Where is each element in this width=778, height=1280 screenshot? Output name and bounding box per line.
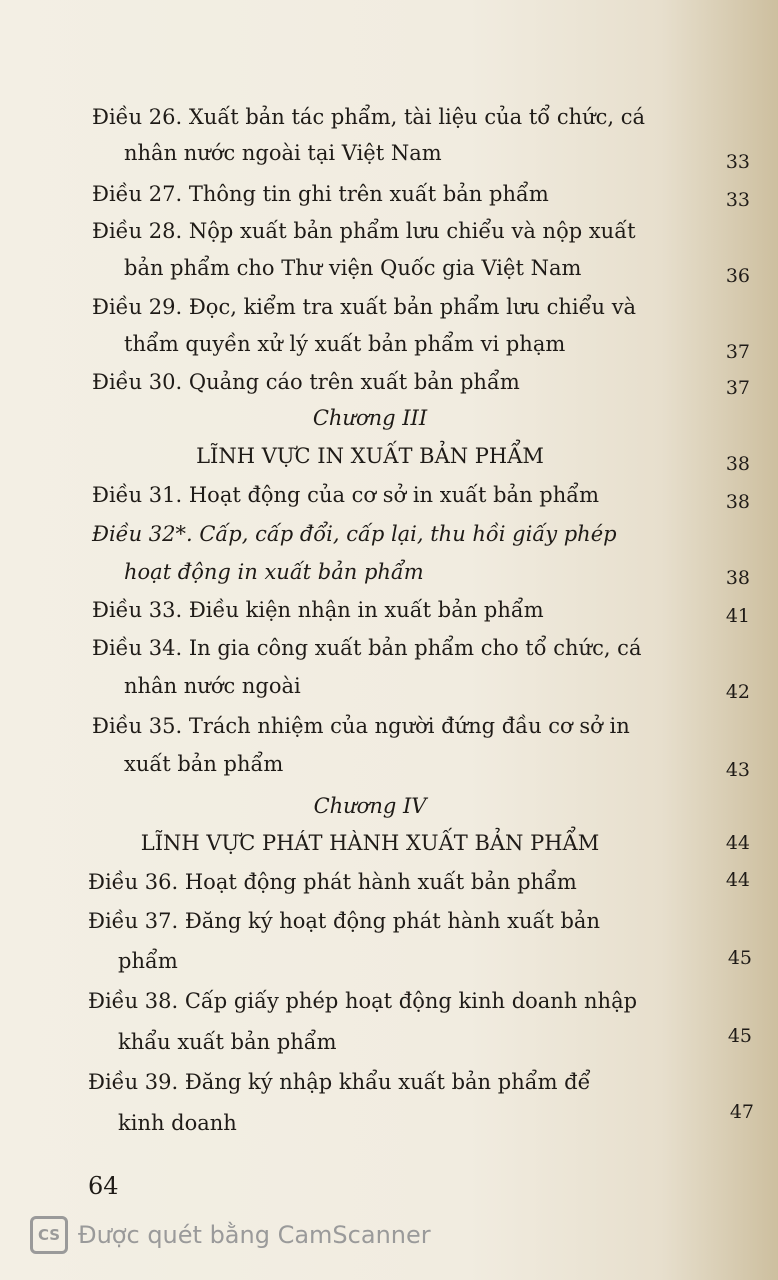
toc-entry-29-line2: thẩm quyền xử lý xuất bản phẩm vi phạm (124, 332, 566, 356)
camscanner-logo-icon: CS (30, 1216, 68, 1254)
toc-entry-29-page: 37 (725, 341, 750, 363)
toc-entry-32-page: 38 (725, 567, 750, 589)
toc-entry-26-line2: nhân nước ngoài tại Việt Nam (124, 141, 442, 165)
toc-entry-31-page: 38 (725, 491, 750, 513)
toc-entry-33-line1: Điều 33. Điều kiện nhận in xuất bản phẩm (92, 598, 544, 622)
toc-entry-35-line1: Điều 35. Trách nhiệm của người đứng đầu cơ sở in (92, 714, 630, 738)
toc-entry-28-line2: bản phẩm cho Thư viện Quốc gia Việt Nam (124, 256, 582, 280)
toc-entry-35-line2: xuất bản phẩm (124, 752, 284, 776)
page-number: 64 (88, 1172, 119, 1200)
toc-entry-39-page: 47 (729, 1101, 754, 1123)
toc-entry-33-page: 41 (725, 605, 750, 627)
chapter-4-page: 44 (725, 832, 750, 854)
toc-entry-27-line1: Điều 27. Thông tin ghi trên xuất bản phẩm (92, 182, 549, 206)
toc-entry-26-line1: Điều 26. Xuất bản tác phẩm, tài liệu của tổ chức, cá (92, 105, 646, 129)
toc-entry-37-line2: phẩm (118, 949, 178, 973)
toc-entry-36-page: 44 (725, 869, 750, 891)
chapter-4-label: Chương IV (313, 794, 427, 818)
toc-entry-29-line1: Điều 29. Đọc, kiểm tra xuất bản phẩm lưu chiểu và (92, 295, 637, 319)
toc-entry-34-page: 42 (725, 681, 750, 703)
chapter-4-title: LĨNH VỰC PHÁT HÀNH XUẤT BẢN PHẨM (140, 831, 600, 855)
toc-entry-38-line1: Điều 38. Cấp giấy phép hoạt động kinh doanh nhập (88, 989, 638, 1013)
toc-entry-32-line1: Điều 32*. Cấp, cấp đổi, cấp lại, thu hồi giấy phép (92, 522, 617, 546)
toc-entry-32-line2: hoạt động in xuất bản phẩm (124, 560, 424, 584)
chapter-3-label: Chương III (312, 406, 428, 430)
toc-entry-39-line2: kinh doanh (118, 1111, 237, 1135)
toc-entry-26-page: 33 (725, 151, 750, 173)
toc-entry-35-page: 43 (725, 759, 750, 781)
toc-entry-34-line1: Điều 34. In gia công xuất bản phẩm cho tổ chức, cá (92, 636, 642, 660)
toc-entry-28-page: 36 (725, 265, 750, 287)
toc-entry-37-line1: Điều 37. Đăng ký hoạt động phát hành xuất bản (88, 909, 600, 933)
toc-entry-37-page: 45 (727, 947, 752, 969)
toc-entry-38-line2: khẩu xuất bản phẩm (118, 1030, 337, 1054)
toc-entry-30-page: 37 (725, 377, 750, 399)
toc-entry-28-line1: Điều 28. Nộp xuất bản phẩm lưu chiểu và nộp xuất (92, 219, 636, 243)
toc-entry-27-page: 33 (725, 189, 750, 211)
toc-entry-36-line1: Điều 36. Hoạt động phát hành xuất bản phẩm (88, 870, 577, 894)
toc-entry-38-page: 45 (727, 1025, 752, 1047)
chapter-3-page: 38 (725, 453, 750, 475)
toc-entry-39-line1: Điều 39. Đăng ký nhập khẩu xuất bản phẩm để (88, 1070, 591, 1094)
toc-entry-30-line1: Điều 30. Quảng cáo trên xuất bản phẩm (92, 370, 520, 394)
camscanner-text: Được quét bằng CamScanner (78, 1221, 431, 1249)
toc-entry-34-line2: nhân nước ngoài (124, 674, 301, 698)
toc-entry-31-line1: Điều 31. Hoạt động của cơ sở in xuất bản phẩm (92, 483, 600, 507)
chapter-3-title: LĨNH VỰC IN XUẤT BẢN PHẨM (196, 444, 544, 468)
camscanner-footer (30, 1216, 431, 1254)
